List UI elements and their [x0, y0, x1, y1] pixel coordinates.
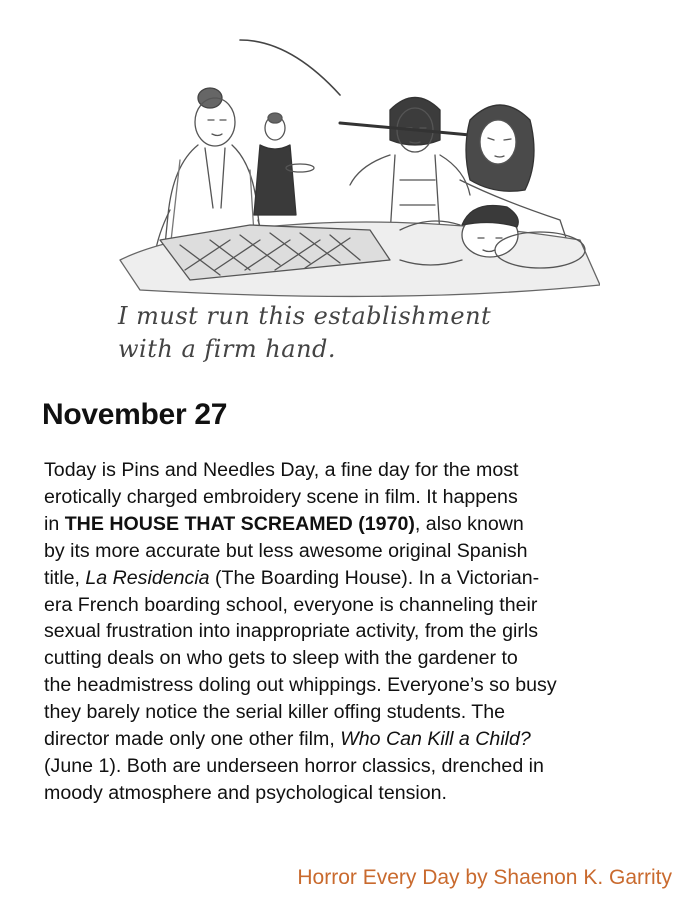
article-line: cutting deals on who gets to sleep with the gardener to: [44, 647, 518, 670]
article-line: they barely notice the serial killer offing students. The: [44, 701, 506, 724]
date-heading: November 27: [42, 398, 228, 431]
article-text: (The Boarding House). In a Victorian-: [209, 566, 540, 589]
article-line: the headmistress doling out whippings. Everyone’s so busy: [44, 674, 557, 697]
whip-icon: [240, 40, 340, 95]
article-line: Today is Pins and Needles Day, a fine day for the most: [44, 459, 519, 481]
caption-line-2: with a firm hand.: [118, 335, 337, 363]
maid-figure: [254, 113, 314, 215]
article-text: title,: [44, 566, 86, 589]
article-line: (June 1). Both are underseen horror classics, drenched in: [44, 754, 544, 777]
caption-line-1: I must run this establishment: [118, 302, 492, 330]
credit-line: Horror Every Day by Shaenon K. Garrity: [297, 866, 672, 889]
original-title: La Residencia: [85, 566, 210, 589]
article-text: , also known: [414, 512, 524, 535]
article-line: [44, 565, 644, 592]
illustration-caption: [118, 300, 538, 366]
article-body: [44, 457, 644, 807]
other-film-title: Who Can Kill a Child?: [340, 728, 531, 751]
article-text: director made only one other film,: [44, 728, 341, 751]
article-line: sexual frustration into inappropriate activity, from the girls: [44, 620, 539, 643]
article-line: moody atmosphere and psychological tension.: [44, 781, 448, 804]
article-line: erotically charged embroidery scene in film. It happens: [44, 485, 518, 508]
article-line: [44, 726, 644, 753]
film-title: THE HOUSE THAT SCREAMED (1970): [64, 512, 415, 535]
girl-with-whip-figure: [340, 98, 470, 236]
article-text: in: [44, 512, 65, 535]
article-line: era French boarding school, everyone is channeling their: [44, 593, 538, 616]
article-line: by its more accurate but less awesome original Spanish: [44, 539, 528, 562]
article-line: [44, 511, 644, 538]
